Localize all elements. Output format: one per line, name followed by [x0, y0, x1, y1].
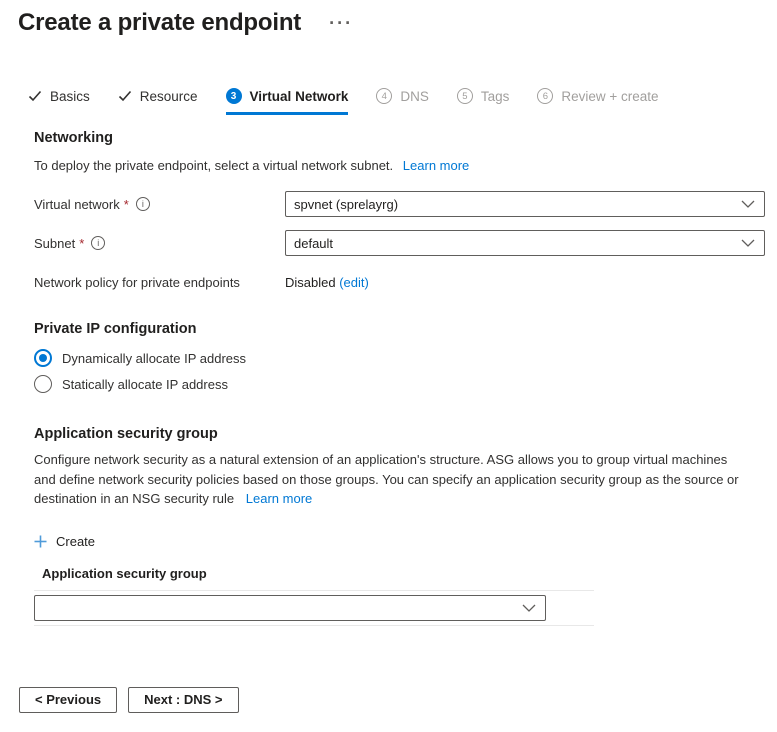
check-icon [118, 90, 132, 102]
tab-label: DNS [400, 88, 429, 104]
subnet-field-row [34, 230, 777, 256]
radio-label: Dynamically allocate IP address [62, 350, 247, 366]
info-icon[interactable]: i [91, 236, 105, 250]
asg-learn-more-link[interactable]: Learn more [245, 491, 313, 506]
required-asterisk: * [79, 235, 85, 251]
required-asterisk: * [123, 196, 129, 212]
wizard-tabs [28, 88, 777, 115]
tab-content [34, 130, 777, 626]
radio-label: Statically allocate IP address [62, 376, 228, 392]
networking-learn-more-link[interactable]: Learn more [402, 158, 470, 173]
tab-dns[interactable] [376, 88, 429, 115]
more-options-icon[interactable]: ··· [329, 13, 354, 33]
step-number-badge: 6 [537, 88, 553, 104]
tab-virtual-network[interactable] [226, 88, 349, 115]
plus-icon [34, 535, 47, 548]
networking-form [34, 191, 777, 256]
step-number-badge: 3 [226, 88, 242, 104]
subnet-label [34, 236, 285, 251]
check-icon [28, 90, 42, 102]
network-policy-label: Network policy for private endpoints [34, 275, 240, 290]
chevron-down-icon [522, 604, 536, 612]
private-ip-heading: Private IP configuration [34, 321, 197, 337]
virtual-network-field-row [34, 191, 777, 217]
radio-unselected-icon[interactable] [34, 375, 52, 393]
page-header [0, 0, 777, 38]
subnet-dropdown[interactable] [285, 230, 765, 256]
next-dns-button[interactable]: Next : DNS > [128, 687, 238, 713]
chevron-down-icon [741, 239, 755, 247]
field-label-text: Virtual network [34, 196, 120, 212]
tab-label: Tags [480, 88, 510, 104]
policy-status-text: Disabled [285, 275, 336, 290]
wizard-footer [19, 687, 777, 713]
virtual-network-dropdown[interactable] [285, 191, 765, 217]
step-number-badge: 5 [457, 88, 473, 104]
previous-button[interactable]: < Previous [19, 687, 117, 713]
asg-description [34, 450, 748, 509]
chevron-down-icon [741, 200, 755, 208]
create-label: Create [56, 533, 96, 549]
private-ip-radio-group [34, 348, 777, 394]
radio-dynamic-ip[interactable] [34, 348, 777, 368]
policy-edit-link[interactable]: (edit) [339, 275, 369, 290]
asg-dropdown[interactable] [34, 595, 546, 621]
network-policy-value [285, 275, 369, 290]
network-policy-row [34, 275, 777, 290]
info-icon[interactable]: i [136, 197, 150, 211]
tab-tags[interactable] [457, 88, 510, 115]
tab-basics[interactable] [28, 88, 90, 115]
dropdown-value: default [294, 235, 334, 251]
tab-resource[interactable] [118, 88, 198, 115]
field-label-text: Subnet [34, 235, 76, 251]
tab-label: Resource [139, 88, 198, 104]
dropdown-value: spvnet (sprelayrg) [294, 196, 399, 212]
networking-heading: Networking [34, 130, 113, 146]
asg-column-header: Application security group [42, 565, 207, 581]
tab-label: Review + create [561, 88, 659, 104]
page-title: Create a private endpoint [18, 9, 302, 36]
asg-description-text: Configure network security as a natural extension of an application's structure. ASG allows you to group virtual machines and define network security policies based on those groups. You can specify an application security group as the source or destination in an NSG security rule [34, 452, 739, 506]
create-asg-button[interactable] [34, 534, 95, 549]
networking-description [34, 158, 777, 173]
asg-heading: Application security group [34, 426, 218, 442]
step-number-badge: 4 [376, 88, 392, 104]
tab-review-create[interactable] [537, 88, 658, 115]
tab-label: Virtual Network [249, 88, 349, 104]
asg-table [34, 590, 594, 626]
virtual-network-label [34, 197, 285, 212]
radio-static-ip[interactable] [34, 374, 777, 394]
tab-label: Basics [50, 88, 90, 104]
radio-selected-icon[interactable] [34, 349, 52, 367]
networking-description-text: To deploy the private endpoint, select a virtual network subnet. [34, 158, 394, 173]
